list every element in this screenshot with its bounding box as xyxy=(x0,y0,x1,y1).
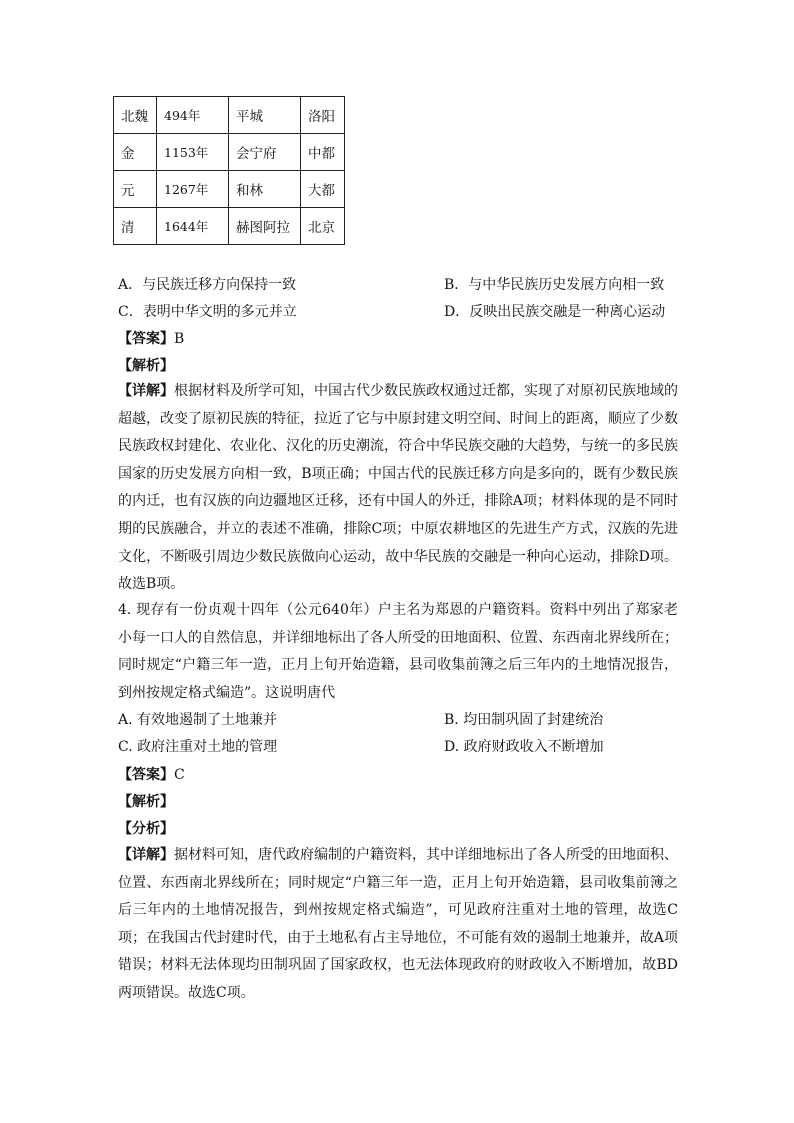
q3-options-row-1 xyxy=(118,274,738,296)
table-row xyxy=(114,208,345,245)
table-cell: 1644年 xyxy=(157,208,229,245)
analysis-tag: 【解析】 xyxy=(118,794,174,810)
q4-option-c: C. 政府注重对土地的管理 xyxy=(118,739,278,755)
table-row xyxy=(114,171,345,208)
answer-value: C xyxy=(174,767,185,783)
table-cell: 赫图阿拉 xyxy=(229,208,301,245)
analysis-tag: 【解析】 xyxy=(118,358,174,374)
q3-option-a: A．与民族迁移方向保持一致 xyxy=(118,277,297,293)
q4-option-b: B. 均田制巩固了封建统治 xyxy=(444,712,604,728)
q4-stem: 4. 现存有一份贞观十四年（公元640年）户主名为郑恩的户籍资料。资料中列出了郑家老小每一口人的自然信息，并详细地标出了各人所受的田地面积、位置、东西南北界线所在；同时规定“户籍三年一造，正月上旬开始造籍，县司收集前簿之后三年内的土地情况报告，到州按规定格式编造”。这说明唐代 xyxy=(118,602,678,701)
q3-options-row-2 xyxy=(118,301,738,323)
q4-options-row-1 xyxy=(118,709,738,731)
q3-analysis-heading xyxy=(118,355,174,375)
answer-tag: 【答案】 xyxy=(118,767,174,783)
q4-answer xyxy=(118,764,185,784)
table-cell: 元 xyxy=(114,171,157,208)
table-cell: 清 xyxy=(114,208,157,245)
q3-option-b: B．与中华民族历史发展方向相一致 xyxy=(444,277,665,293)
table-cell: 1267年 xyxy=(157,171,229,208)
detail-tag: 【详解】 xyxy=(118,383,174,399)
detail-text: 据材料可知，唐代政府编制的户籍资料，其中详细地标出了各人所受的田地面积、位置、东西南北界线所在；同时规定“户籍三年一造，正月上旬开始造籍，县司收集前簿之后三年内的土地情况报告，到州按规定格式编造”，可见政府注重对土地的管理，故选C项；在我国古代封建时代，由于土地私有占主导地位，不可能有效的遏制土地兼并，故A项错误；材料无法体现均田制巩固了国家政权，也无法体现政府的财政收入不断增加，故BD两项错误。故选C项。 xyxy=(118,847,678,1001)
table-cell: 大都 xyxy=(301,171,345,208)
q3-detail-paragraph xyxy=(118,378,678,599)
table-cell: 494年 xyxy=(157,97,229,134)
q3-option-d: D．反映出民族交融是一种离心运动 xyxy=(444,304,666,320)
answer-value: B xyxy=(174,331,185,347)
q4-fenxi-heading xyxy=(118,818,174,838)
q4-analysis-heading xyxy=(118,791,174,811)
q4-option-d: D. 政府财政收入不断增加 xyxy=(444,739,604,755)
capital-relocation-table xyxy=(113,96,345,245)
fenxi-tag: 【分析】 xyxy=(118,821,174,837)
table-cell: 北京 xyxy=(301,208,345,245)
table-row xyxy=(114,134,345,171)
table-cell: 会宁府 xyxy=(229,134,301,171)
q4-detail-paragraph xyxy=(118,842,678,1008)
table-cell: 1153年 xyxy=(157,134,229,171)
table-cell: 中都 xyxy=(301,134,345,171)
table-cell: 平城 xyxy=(229,97,301,134)
q4-option-a: A. 有效地遏制了土地兼并 xyxy=(118,712,278,728)
table-cell: 北魏 xyxy=(114,97,157,134)
table-row xyxy=(114,97,345,134)
detail-text: 根据材料及所学可知，中国古代少数民族政权通过迁都，实现了对原初民族地域的超越，改变了原初民族的特征，拉近了它与中原封建文明空间、时间上的距离，顺应了少数民族政权封建化、农业化、汉化的历史潮流，符合中华民族交融的大趋势，与统一的多民族国家的历史发展方向相一致，B项正确；中国古代的民族迁移方向是多向的，既有少数民族的内迁，也有汉族的向边疆地区迁移，还有中国人的外迁，排除A项；材料体现的是不同时期的民族融合，并立的表述不准确，排除C项；中原农耕地区的先进生产方式，汉族的先进文化，不断吸引周边少数民族做向心运动，故中华民族的交融是一种向心运动，排除D项。故选B项。 xyxy=(118,383,678,593)
answer-tag: 【答案】 xyxy=(118,331,174,347)
table-cell: 和林 xyxy=(229,171,301,208)
table-cell: 金 xyxy=(114,134,157,171)
q3-option-c: C．表明中华文明的多元并立 xyxy=(118,304,297,320)
q3-answer xyxy=(118,328,184,348)
q4-options-row-2 xyxy=(118,736,738,758)
table-cell: 洛阳 xyxy=(301,97,345,134)
detail-tag: 【详解】 xyxy=(118,847,174,863)
